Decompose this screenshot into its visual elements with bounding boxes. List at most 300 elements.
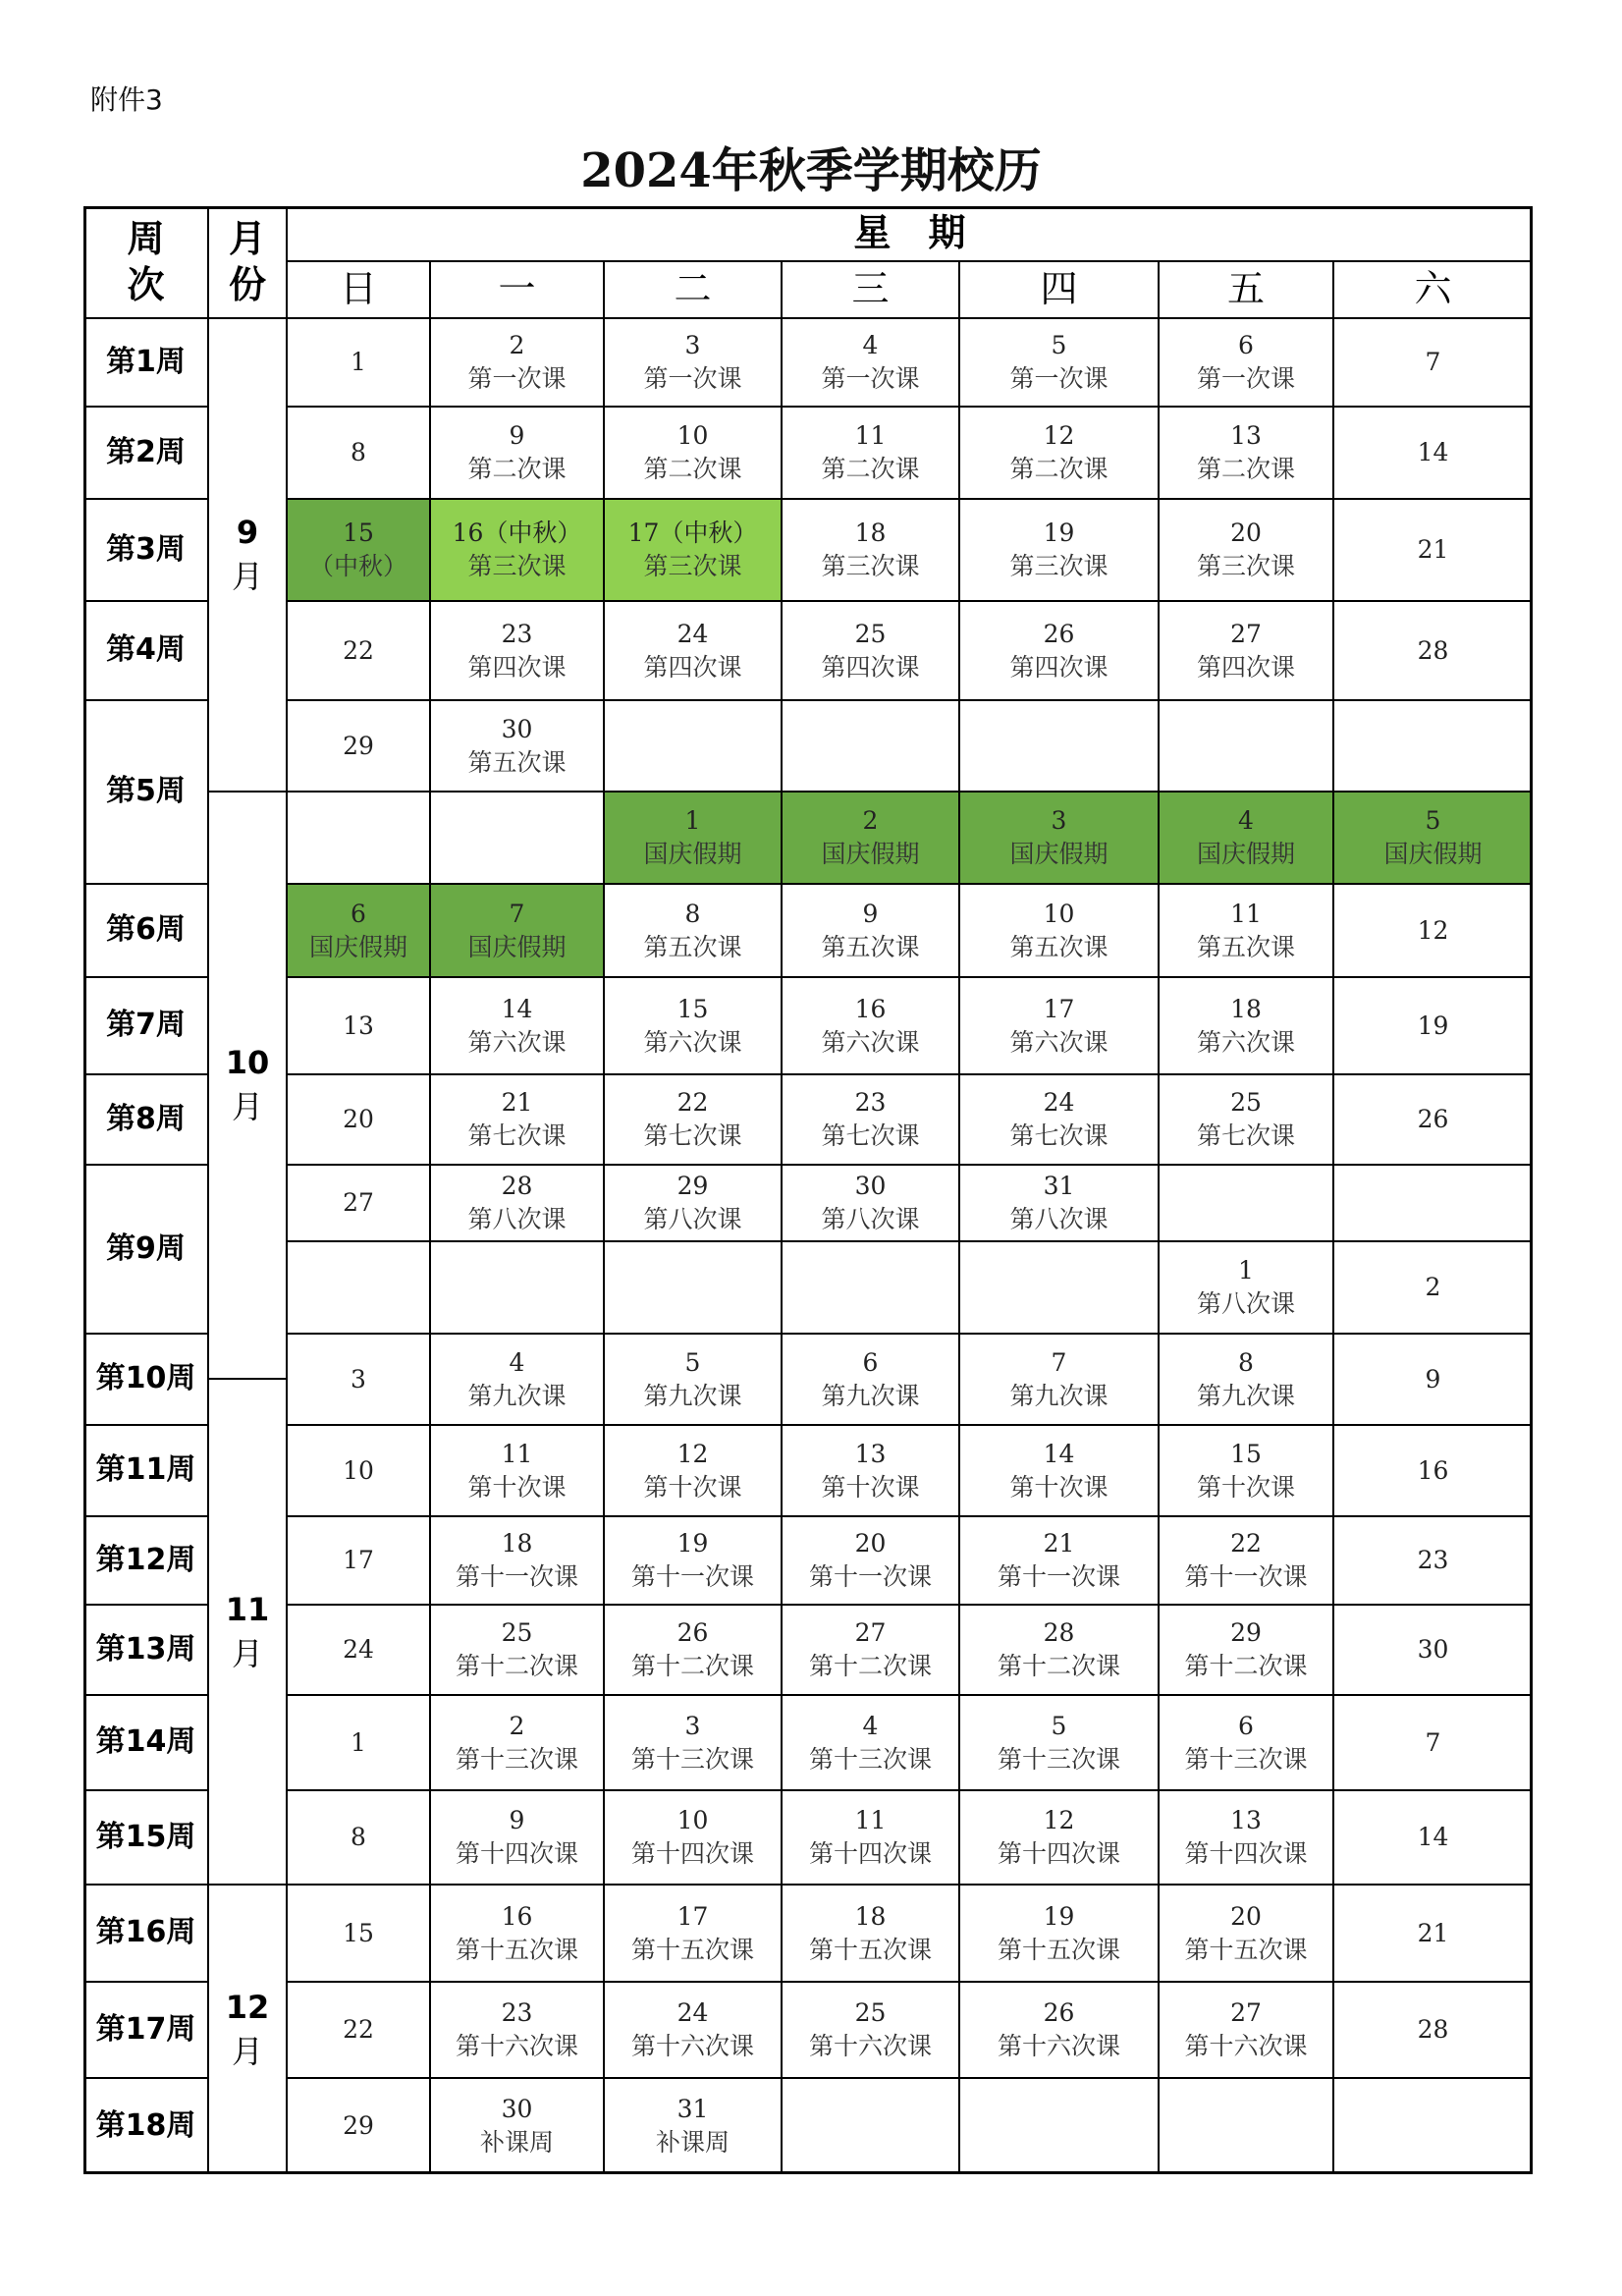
week-label — [83, 1885, 208, 1982]
day-note: 补课周 — [479, 2128, 554, 2157]
day-number: 7 — [1425, 1727, 1441, 1757]
day-number: 20 — [343, 1105, 374, 1134]
day-note: 第十五次课 — [630, 1935, 754, 1964]
day-cell — [287, 407, 430, 499]
day-cell — [430, 1516, 604, 1605]
day-note: 第十四次课 — [997, 1839, 1120, 1868]
month-header-line-1: 月 — [228, 216, 266, 260]
week-label — [83, 318, 208, 407]
day-number: 9 — [509, 421, 525, 451]
empty-day-cell — [1159, 1165, 1333, 1241]
week-label-text: 第9周 — [106, 1230, 186, 1266]
day-cell — [604, 1790, 782, 1885]
week-label-text: 第7周 — [106, 1008, 186, 1043]
grid-line-h — [83, 2077, 208, 2079]
grid-line-h — [83, 600, 208, 602]
empty-day-cell — [1159, 2078, 1333, 2174]
grid-line-v — [207, 206, 209, 2174]
day-number: 29 — [343, 731, 374, 760]
day-number: 2 — [1425, 1273, 1441, 1302]
month-number: 9 — [236, 514, 259, 552]
day-number: 20 — [854, 1529, 887, 1558]
day-number: 18 — [1230, 994, 1262, 1023]
day-number: 12 — [1043, 421, 1075, 451]
day-note: 第十四次课 — [630, 1839, 754, 1868]
day-cell — [782, 1074, 959, 1165]
day-number: 9 — [509, 1806, 525, 1835]
week-label — [83, 1605, 208, 1695]
day-number: 3 — [351, 1364, 366, 1394]
day-note: 第十次课 — [643, 1472, 742, 1502]
day-number: 20 — [1230, 1901, 1262, 1931]
month-unit: 月 — [231, 1088, 263, 1125]
day-note: 第十六次课 — [997, 2032, 1120, 2060]
empty-day-cell — [430, 1241, 604, 1334]
day-number: 18 — [854, 519, 887, 548]
day-note: 第十六次课 — [808, 2032, 932, 2060]
grid-line-h — [287, 1164, 1533, 1166]
day-cell — [287, 1982, 430, 2078]
day-number: 22 — [343, 2015, 374, 2045]
empty-day-cell — [782, 2078, 959, 2174]
empty-day-cell — [430, 792, 604, 884]
day-cell — [287, 1885, 430, 1982]
day-note: 国庆假期 — [1196, 840, 1295, 868]
day-cell — [1159, 792, 1333, 884]
day-note: 第十三次课 — [808, 1744, 932, 1774]
day-cell — [1333, 1074, 1533, 1165]
week-header-line-2: 次 — [127, 263, 165, 306]
day-number: 16（中秋） — [452, 519, 582, 548]
day-cell — [604, 407, 782, 499]
day-cell — [1333, 792, 1533, 884]
day-note: 第五次课 — [1196, 932, 1295, 961]
day-cell — [1333, 1790, 1533, 1885]
day-cell — [430, 977, 604, 1074]
day-cell — [782, 407, 959, 499]
week-label-text: 第8周 — [106, 1101, 186, 1136]
weekday-label: 六 — [1414, 267, 1452, 311]
day-cell — [1333, 318, 1533, 407]
empty-day-cell — [287, 792, 430, 884]
month-column-header — [208, 206, 287, 318]
day-cell — [430, 2078, 604, 2174]
day-note: 第八次课 — [821, 1205, 920, 1233]
day-cell — [1333, 1885, 1533, 1982]
grid-line-h — [83, 883, 208, 885]
day-cell — [604, 1982, 782, 2078]
empty-day-cell — [959, 1241, 1159, 1334]
empty-day-cell — [782, 700, 959, 792]
grid-line-h — [83, 1694, 208, 1696]
week-label-text: 第11周 — [95, 1452, 196, 1488]
grid-line-h — [83, 317, 1533, 319]
day-number: 2 — [862, 806, 879, 836]
day-number: 8 — [351, 438, 366, 467]
day-cell — [430, 884, 604, 977]
day-cell — [287, 499, 430, 601]
weekday-group-header — [287, 206, 1533, 261]
day-note: 第九次课 — [643, 1381, 742, 1410]
day-cell — [782, 601, 959, 700]
month-number: 11 — [225, 1590, 270, 1628]
grid-line-h — [83, 406, 208, 408]
weekday-header-1 — [430, 261, 604, 318]
day-note: 国庆假期 — [1009, 840, 1108, 868]
day-cell — [1159, 499, 1333, 601]
day-cell — [604, 977, 782, 1074]
day-cell — [1333, 1241, 1533, 1334]
day-number: 27 — [1230, 1998, 1262, 2028]
day-note: 第七次课 — [467, 1121, 567, 1150]
grid-line-h — [287, 1515, 1533, 1517]
day-note: 第十三次课 — [455, 1744, 578, 1774]
day-number: 4 — [509, 1347, 525, 1377]
day-cell — [430, 1165, 604, 1241]
day-cell — [1159, 1241, 1333, 1334]
grid-line-h — [83, 1604, 208, 1606]
day-number: 30 — [854, 1172, 887, 1201]
day-cell — [782, 1695, 959, 1790]
day-note: 第七次课 — [1009, 1121, 1108, 1150]
grid-line-h — [287, 1333, 1533, 1335]
day-note: 第十二次课 — [455, 1652, 578, 1680]
day-cell — [287, 1695, 430, 1790]
day-number: 30 — [501, 714, 533, 743]
day-number: 12 — [1417, 915, 1449, 945]
day-note: 第十次课 — [1196, 1472, 1295, 1502]
day-number: 12 — [1043, 1806, 1075, 1835]
day-cell — [287, 1165, 430, 1241]
grid-line-h — [287, 1981, 1533, 1983]
day-note: 第十三次课 — [630, 1744, 754, 1774]
day-cell — [959, 318, 1159, 407]
day-cell — [1159, 884, 1333, 977]
day-note: 国庆假期 — [643, 840, 742, 868]
day-cell — [1159, 977, 1333, 1074]
day-note: 第四次课 — [1196, 652, 1295, 682]
day-cell — [604, 792, 782, 884]
grid-line-h — [287, 1694, 1533, 1696]
day-number: 4 — [862, 331, 879, 360]
day-note: 第八次课 — [1009, 1205, 1108, 1233]
day-cell — [430, 1885, 604, 1982]
day-number: 2 — [509, 1711, 525, 1740]
weekday-header-4 — [959, 261, 1159, 318]
grid-line-h — [83, 1789, 208, 1791]
day-number: 1 — [1238, 1256, 1254, 1285]
empty-day-cell — [1333, 2078, 1533, 2174]
table-border-right — [1530, 206, 1533, 2174]
day-note: 第六次课 — [1196, 1027, 1295, 1057]
day-number: 21 — [1417, 535, 1449, 565]
day-number: 3 — [684, 331, 701, 360]
weekday-label: 五 — [1226, 267, 1265, 311]
day-number: 21 — [1417, 1918, 1449, 1947]
day-number: 30 — [1417, 1635, 1449, 1665]
day-cell — [959, 1605, 1159, 1695]
day-number: 23 — [501, 1998, 533, 2028]
day-note: 第十三次课 — [1184, 1744, 1308, 1774]
month-label — [208, 792, 287, 1379]
day-cell — [287, 1516, 430, 1605]
day-cell — [604, 884, 782, 977]
day-number: 31 — [676, 2095, 709, 2124]
day-note: 第一次课 — [643, 364, 742, 393]
day-note: 第九次课 — [1196, 1381, 1295, 1410]
day-cell — [782, 318, 959, 407]
day-note: 第十四次课 — [455, 1839, 578, 1868]
day-note: 第十六次课 — [1184, 2032, 1308, 2060]
day-cell — [1333, 1334, 1533, 1425]
day-note: 第四次课 — [1009, 652, 1108, 682]
day-note: 第七次课 — [821, 1121, 920, 1150]
table-border-bottom — [83, 2171, 1533, 2174]
day-number: 17 — [1043, 994, 1075, 1023]
day-number: 31 — [1043, 1172, 1075, 1201]
day-cell — [959, 977, 1159, 1074]
week-label-text: 第12周 — [95, 1542, 196, 1577]
day-note: 第十二次课 — [1184, 1652, 1308, 1680]
day-cell — [782, 1885, 959, 1982]
day-cell — [604, 1074, 782, 1165]
day-note: 第八次课 — [1196, 1289, 1295, 1318]
week-label-text: 第17周 — [95, 2011, 196, 2047]
day-number: 5 — [1051, 331, 1067, 360]
day-note: 第一次课 — [1009, 364, 1108, 393]
day-cell — [604, 1425, 782, 1516]
day-cell — [1333, 884, 1533, 977]
day-number: 29 — [343, 2111, 374, 2141]
day-cell — [604, 1165, 782, 1241]
day-cell — [604, 318, 782, 407]
day-number: 28 — [1417, 2015, 1449, 2045]
day-number: 16 — [501, 1901, 533, 1931]
day-cell — [430, 1334, 604, 1425]
day-cell — [959, 1982, 1159, 2078]
empty-day-cell — [1333, 1165, 1533, 1241]
empty-day-cell — [959, 700, 1159, 792]
month-unit: 月 — [231, 558, 263, 595]
day-number: 19 — [676, 1529, 709, 1558]
day-number: 25 — [501, 1618, 533, 1648]
day-cell — [959, 601, 1159, 700]
day-cell — [430, 318, 604, 407]
day-cell — [1159, 1425, 1333, 1516]
grid-line-h — [287, 1604, 1533, 1606]
day-note: 第二次课 — [1009, 455, 1108, 483]
day-cell — [604, 499, 782, 601]
day-note: 第十四次课 — [1184, 1839, 1308, 1868]
weekday-label: 四 — [1040, 267, 1078, 311]
day-cell — [604, 1885, 782, 1982]
day-number: 18 — [501, 1529, 533, 1558]
grid-line-h — [287, 2077, 1533, 2079]
day-note: 第十一次课 — [997, 1562, 1120, 1591]
grid-line-h — [287, 1240, 1533, 1242]
day-cell — [430, 1790, 604, 1885]
weekday-label: 日 — [339, 267, 377, 311]
day-cell — [1159, 1885, 1333, 1982]
day-number: 1 — [351, 1727, 366, 1757]
day-number: 24 — [676, 1998, 709, 2028]
grid-line-v — [286, 206, 288, 2174]
day-note: 第二次课 — [1196, 455, 1295, 483]
day-number: 15 — [343, 519, 374, 548]
day-number: 14 — [1417, 1823, 1449, 1852]
day-number: 16 — [1417, 1455, 1449, 1485]
day-number: 5 — [684, 1347, 701, 1377]
day-cell — [959, 884, 1159, 977]
weekday-header-2 — [604, 261, 782, 318]
week-label — [83, 601, 208, 700]
day-note: 国庆假期 — [821, 840, 920, 868]
day-number: 6 — [1238, 1711, 1254, 1740]
day-number: 10 — [343, 1455, 374, 1485]
day-number: 14 — [1043, 1439, 1075, 1468]
day-note: 第十一次课 — [1184, 1562, 1308, 1591]
day-number: 9 — [862, 899, 879, 928]
day-note: 第一次课 — [821, 364, 920, 393]
day-note: 第十二次课 — [630, 1652, 754, 1680]
day-cell — [287, 318, 430, 407]
day-number: 25 — [854, 1998, 887, 2028]
day-number: 29 — [676, 1172, 709, 1201]
day-number: 29 — [1230, 1618, 1262, 1648]
grid-line-h — [287, 1884, 1533, 1886]
day-note: 第四次课 — [821, 652, 920, 682]
day-cell — [430, 1695, 604, 1790]
table-border-top — [83, 206, 1533, 209]
day-number: 16 — [854, 994, 887, 1023]
day-cell — [1333, 1425, 1533, 1516]
day-number: 10 — [1043, 899, 1075, 928]
day-cell — [430, 1425, 604, 1516]
grid-line-h — [208, 1378, 287, 1380]
grid-line-h — [287, 883, 1533, 885]
grid-line-h — [208, 791, 287, 793]
day-note: 第十六次课 — [630, 2032, 754, 2060]
day-number: 4 — [862, 1711, 879, 1740]
day-cell — [1159, 1074, 1333, 1165]
day-cell — [287, 884, 430, 977]
day-number: 15 — [343, 1918, 374, 1947]
grid-line-h — [208, 1884, 287, 1886]
day-number: 6 — [862, 1347, 879, 1377]
day-number: 15 — [676, 994, 709, 1023]
grid-line-v — [1158, 261, 1160, 2174]
day-number: 11 — [854, 1806, 887, 1835]
day-note: 第二次课 — [467, 455, 567, 483]
day-cell — [782, 792, 959, 884]
day-number: 6 — [351, 899, 366, 928]
day-number: 15 — [1230, 1439, 1262, 1468]
day-note: 国庆假期 — [1383, 840, 1483, 868]
day-number: 11 — [1230, 899, 1262, 928]
day-note: 第七次课 — [1196, 1121, 1295, 1150]
day-note: 第九次课 — [467, 1381, 567, 1410]
week-label — [83, 700, 208, 884]
month-number: 12 — [225, 1988, 270, 2026]
grid-line-h — [83, 1333, 208, 1335]
grid-line-h — [287, 600, 1533, 602]
day-note: 第十六次课 — [455, 2032, 578, 2060]
day-cell — [1333, 977, 1533, 1074]
day-number: 8 — [1238, 1347, 1254, 1377]
day-note: 第十五次课 — [1184, 1935, 1308, 1964]
week-label-text: 第4周 — [106, 632, 186, 668]
attachment-label: 附件3 — [90, 83, 163, 116]
day-note: 第七次课 — [643, 1121, 742, 1150]
day-note: 第十五次课 — [808, 1935, 932, 1964]
day-cell — [782, 1605, 959, 1695]
week-label — [83, 977, 208, 1074]
day-cell — [287, 1334, 430, 1425]
week-label-text: 第15周 — [95, 1819, 196, 1854]
day-number: 30 — [501, 2095, 533, 2124]
weekday-header-5 — [1159, 261, 1333, 318]
grid-line-h — [287, 406, 1533, 408]
day-note: 第五次课 — [467, 747, 567, 777]
day-cell — [287, 1074, 430, 1165]
empty-day-cell — [604, 700, 782, 792]
day-note: 第五次课 — [643, 932, 742, 961]
day-number: 4 — [1238, 806, 1254, 836]
day-number: 11 — [854, 421, 887, 451]
grid-line-h — [287, 1424, 1533, 1426]
day-note: 第三次课 — [821, 552, 920, 580]
day-number: 6 — [1238, 331, 1254, 360]
grid-line-h — [83, 1164, 208, 1166]
day-number: 25 — [854, 619, 887, 648]
week-label-text: 第16周 — [95, 1915, 196, 1950]
day-note: 第十一次课 — [455, 1562, 578, 1591]
day-number: 7 — [1051, 1347, 1067, 1377]
day-cell — [604, 2078, 782, 2174]
grid-line-h — [83, 1515, 208, 1517]
week-label — [83, 1695, 208, 1790]
day-number: 5 — [1425, 806, 1441, 836]
page-title: 2024年秋季学期校历 — [580, 143, 1042, 198]
day-cell — [782, 1790, 959, 1885]
grid-line-h — [287, 498, 1533, 500]
day-cell — [1159, 601, 1333, 700]
week-label-text: 第13周 — [95, 1631, 196, 1667]
week-label-text: 第1周 — [106, 344, 186, 379]
day-number: 26 — [676, 1618, 709, 1648]
day-number: 23 — [501, 619, 533, 648]
day-number: 21 — [501, 1088, 533, 1118]
week-label — [83, 1790, 208, 1885]
day-note: 第十次课 — [1009, 1472, 1108, 1502]
day-cell — [959, 407, 1159, 499]
day-note: 国庆假期 — [308, 932, 407, 961]
day-number: 20 — [1230, 519, 1262, 548]
day-note: 第十五次课 — [455, 1935, 578, 1964]
day-cell — [1333, 1982, 1533, 2078]
weekday-label: 三 — [851, 267, 890, 311]
week-label-text: 第2周 — [106, 434, 186, 469]
day-cell — [430, 1982, 604, 2078]
school-calendar-table — [83, 206, 1533, 2174]
grid-line-v — [429, 261, 431, 2174]
day-number: 21 — [1043, 1529, 1075, 1558]
day-cell — [287, 977, 430, 1074]
empty-day-cell — [1333, 700, 1533, 792]
day-note: 第六次课 — [1009, 1027, 1108, 1057]
week-label-text: 第6周 — [106, 912, 186, 948]
day-number: 13 — [854, 1439, 887, 1468]
